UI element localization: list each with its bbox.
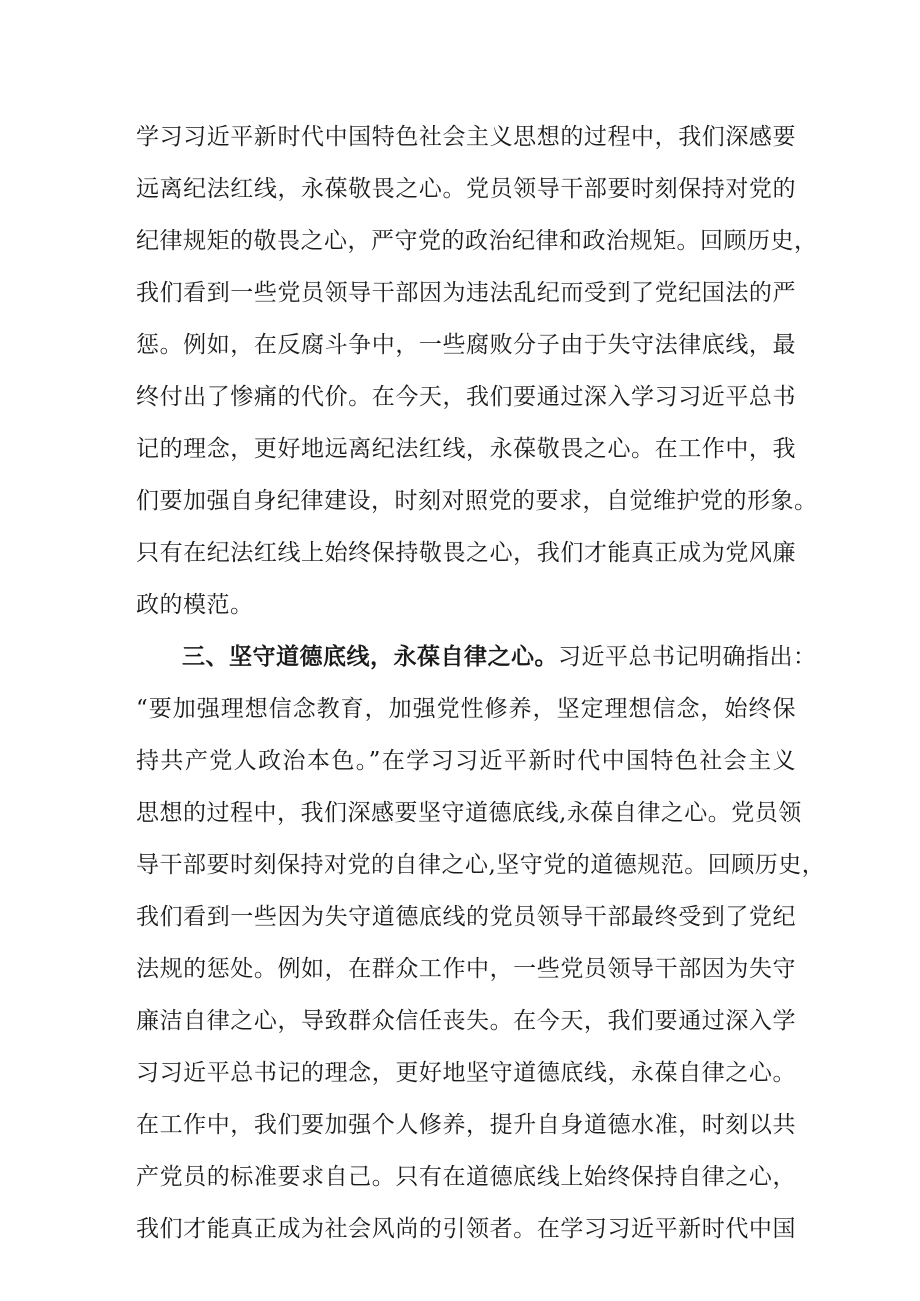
text-line: 记的理念，更好地远离纪法红线，永葆敬畏之心。在工作中，我 <box>136 436 796 462</box>
section-heading-line <box>136 631 817 683</box>
text-line: 我们看到一些党员领导干部因为违法乱纪而受到了党纪国法的严 <box>136 280 796 306</box>
paragraph-discipline <box>136 111 818 631</box>
paragraph-morality <box>136 631 826 1255</box>
text-line: 思想的过程中，我们深感要坚守道德底线,永葆自律之心。党员领 <box>136 800 802 826</box>
text-line: 惩。例如，在反腐斗争中，一些腐败分子由于失守法律底线，最 <box>136 332 796 358</box>
heading-line-text: 习近平总书记明确指出： <box>558 644 817 670</box>
text-line: 在工作中，我们要加强个人修养，提升自身道德水准，时刻以共 <box>136 1112 796 1138</box>
text-line: 廉洁自律之心，导致群众信任丧失。在今天，我们要通过深入学 <box>136 1008 796 1034</box>
text-line: 终付出了惨痛的代价。在今天，我们要通过深入学习习近平总书 <box>136 384 796 410</box>
text-line: 们要加强自身纪律建设，时刻对照党的要求，自觉维护党的形象。 <box>136 488 818 514</box>
text-line: 导干部要时刻保持对党的自律之心,坚守党的道德规范。回顾历史， <box>136 852 826 878</box>
text-line: “要加强理想信念教育，加强党性修养，坚定理想信念，始终保 <box>136 696 796 722</box>
text-line: 我们才能真正成为社会风尚的引领者。在学习习近平新时代中国 <box>136 1216 796 1242</box>
body-text <box>136 111 826 1255</box>
text-line: 产党员的标准要求自己。只有在道德底线上始终保持自律之心， <box>136 1164 796 1190</box>
text-line: 学习习近平新时代中国特色社会主义思想的过程中，我们深感要 <box>136 124 796 150</box>
text-line: 远离纪法红线，永葆敬畏之心。党员领导干部要时刻保持对党的 <box>136 176 796 202</box>
text-line: 习习近平总书记的理念，更好地坚守道德底线，永葆自律之心。 <box>136 1060 796 1086</box>
text-line: 政的模范。 <box>136 592 254 618</box>
text-line: 只有在纪法红线上始终保持敬畏之心，我们才能真正成为党风廉 <box>136 540 796 566</box>
text-line: 我们看到一些因为失守道德底线的党员领导干部最终受到了党纪 <box>136 904 796 930</box>
text-line: 法规的惩处。例如，在群众工作中，一些党员领导干部因为失守 <box>136 956 796 982</box>
text-line: 持共产党人政治本色。”在学习习近平新时代中国特色社会主义 <box>136 748 796 774</box>
text-line: 纪律规矩的敬畏之心，严守党的政治纪律和政治规矩。回顾历史， <box>136 228 818 254</box>
section-heading: 三、坚守道德底线，永葆自律之心。 <box>182 643 558 670</box>
